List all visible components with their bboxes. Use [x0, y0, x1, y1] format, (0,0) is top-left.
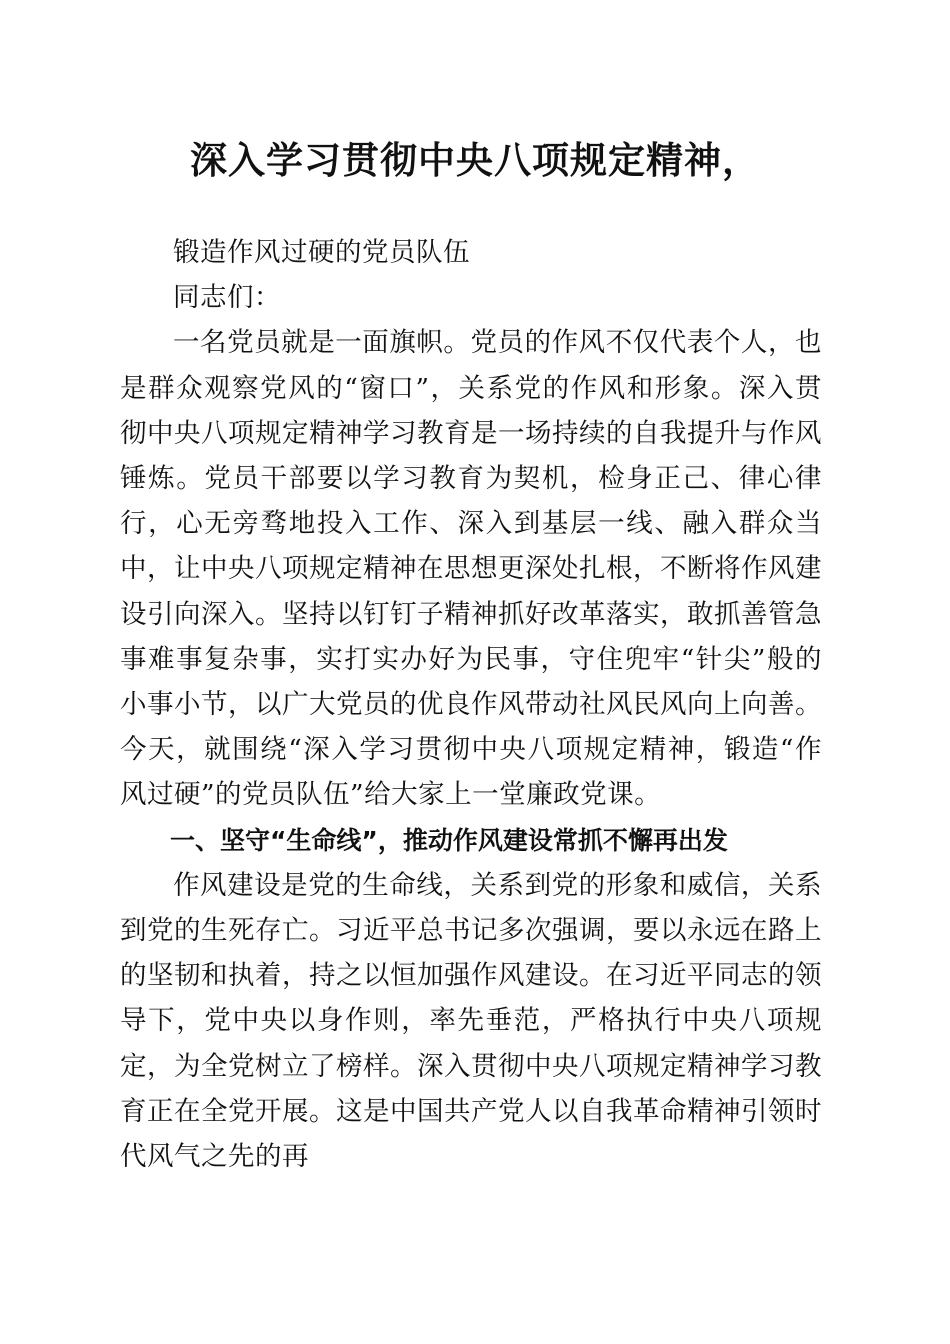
section-heading: 一、坚守“生命线”，推动作风建设常抓不懈再出发	[170, 825, 728, 855]
subtitle-line: 锻造作风过硬的党员队伍	[173, 237, 470, 268]
section-paragraph: 作风建设是党的生命线，关系到党的形象和威信，关系到党的生死存亡。习近平总书记多次强调，要以永远在路上的坚韧和执着，持之以恒加强作风建设。在习近平同志的领导下，党中央以身作则，率先垂范，严格执行中央八项规定，为全党树立了榜样。深入贯彻中央八项规定精神学习教育正在全党开展。这是中国共产党人以自我革命精神引领时代风气之先的再	[120, 869, 822, 1173]
intro-paragraph: 一名党员就是一面旗帜。党员的作风不仅代表个人，也是群众观察党风的“窗口”，关系党的作风和形象。深入贯彻中央八项规定精神学习教育是一场持续的自我提升与作风锤炼。党员干部要以学习教育为契机，检身正己、律心律行，心无旁骛地投入工作、深入到基层一线、融入群众当中，让中央八项规定精神在思想更深处扎根，不断将作风建设引向深入。坚持以钉钉子精神抓好改革落实，敢抓善管急事难事复杂事，实打实办好为民事，守住兜牢“针尖”般的小事小节，以广大党员的优良作风带动社风民风向上向善。今天，就围绕“深入学习贯彻中央八项规定精神，锻造“作风过硬”的党员队伍”给大家上一堂廉政党课。	[120, 327, 822, 811]
salutation-line: 同志们：	[173, 282, 281, 314]
document-body	[120, 230, 822, 1179]
document-title: 深入学习贯彻中央八项规定精神，	[190, 138, 760, 182]
